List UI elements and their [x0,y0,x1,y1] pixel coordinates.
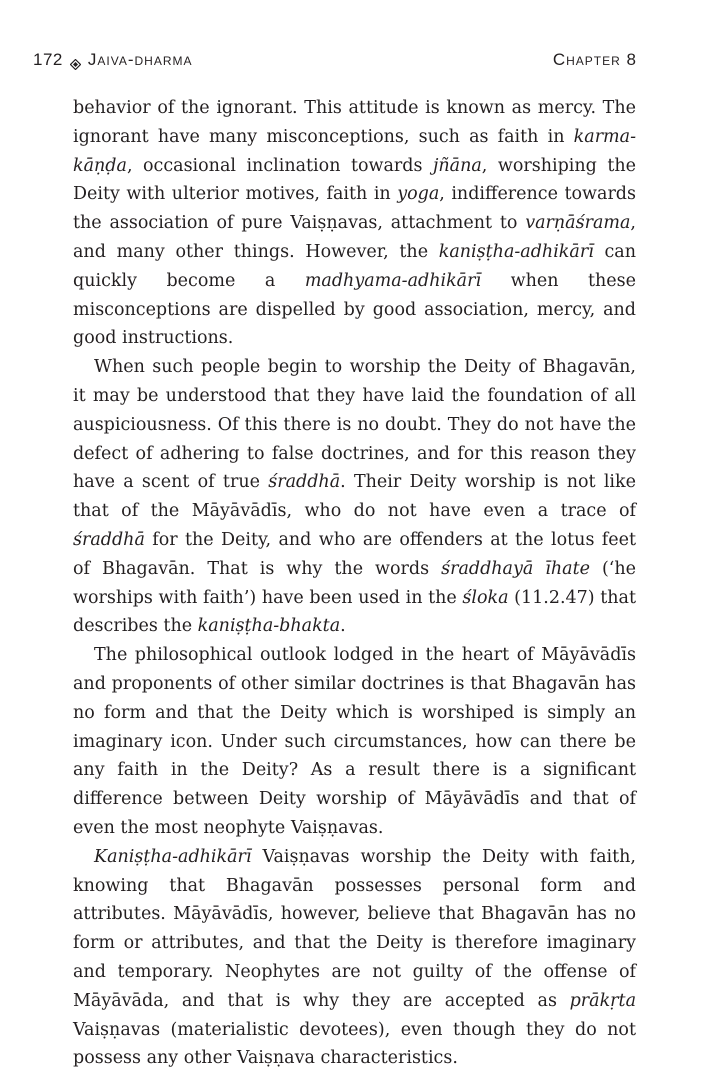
text-run: when these misconceptions are dispelled by good association, mercy, and good instructions. [73,270,636,349]
running-head-left [33,50,193,70]
paragraph [73,641,636,843]
italic-term: jñāna [432,155,482,176]
text-run: for the Deity, and who are offenders at the lotus feet of Bhagavān. That is why the words [73,529,636,579]
text-run: . Their Deity worship is not like that of the Māyāvādīs, who do not have even a trace of [73,472,636,522]
italic-term: varṇāśrama [525,213,631,234]
paragraph [73,353,636,641]
italic-term: Kaniṣṭha-adhikārī [94,846,252,867]
text-run: , and many other things. However, the [73,213,636,262]
text-run: behavior of the ignorant. This attitude is known as mercy. The ignorant have many misconceptions, such as faith in [73,98,636,147]
text-run: , indifference towards the association of pure Vaiṣṇavas, attachment to [73,184,636,234]
book-title: Jaiva-dharma [87,50,193,69]
diamond-icon [70,55,81,66]
italic-term: śloka [462,587,509,608]
text-run: The philosophical outlook lodged in the heart of Māyāvādīs and proponents of other similar doctrines is that Bhagavān has no form and that the Deity which is worshiped is simply an imaginary icon. Under such circumstances, how can there be any faith in the Deity? As a result there is a significant difference between Deity worship of Māyāvādīs and that of even the most neophyte Vaiṣṇavas. [73,645,636,838]
running-head [33,49,637,71]
italic-term: kaniṣṭha-bhakta [197,616,341,637]
text-run: When such people begin to worship the Deity of Bhagavān, it may be understood that they have laid the foundation of all auspiciousness. Of this there is no doubt. They do not have the defect of adhering to false doctrines, and for this reason they have a scent of true [73,357,636,493]
italic-term: śraddhā [73,529,145,550]
italic-term: yoga [397,184,440,205]
body-text [73,94,636,1073]
text-run: can quickly become a [73,241,636,291]
italic-term: madhyama-adhikārī [304,270,482,291]
text-run: , occasional inclination towards [126,155,433,176]
text-run: (11.2.47) that describes the [73,587,636,637]
chapter-label: Chapter 8 [552,50,637,69]
paragraph [73,843,636,1073]
text-run: Vaiṣṇavas (materialistic devotees), even though they do not possess any other Vaiṣṇava characteristics. [73,1019,636,1069]
italic-term: prākṛta [569,990,636,1011]
italic-term: kaniṣṭha-adhikārī [438,241,594,262]
page-number: 172 [33,50,63,69]
text-run: (‘he worships with faith’) have been used in the [73,558,636,608]
paragraph [73,94,636,353]
italic-term: śraddhā [268,472,341,493]
text-run: , worshiping the Deity with ulterior motives, faith in [73,155,636,205]
text-run: . [340,616,346,637]
italic-term: śraddhayā īhate [441,558,590,579]
italic-term: karma-kāṇḍa [73,126,636,176]
text-run: Vaiṣṇavas worship the Deity with faith, knowing that Bhagavān possesses personal form and attributes. Māyāvādīs, however, believe that Bhagavān has no form or attributes, and that the Deity is therefore imaginary and temporary. Neophytes are not guilty of the offense of Māyāvāda, and that is why they are accepted as [73,846,636,1011]
